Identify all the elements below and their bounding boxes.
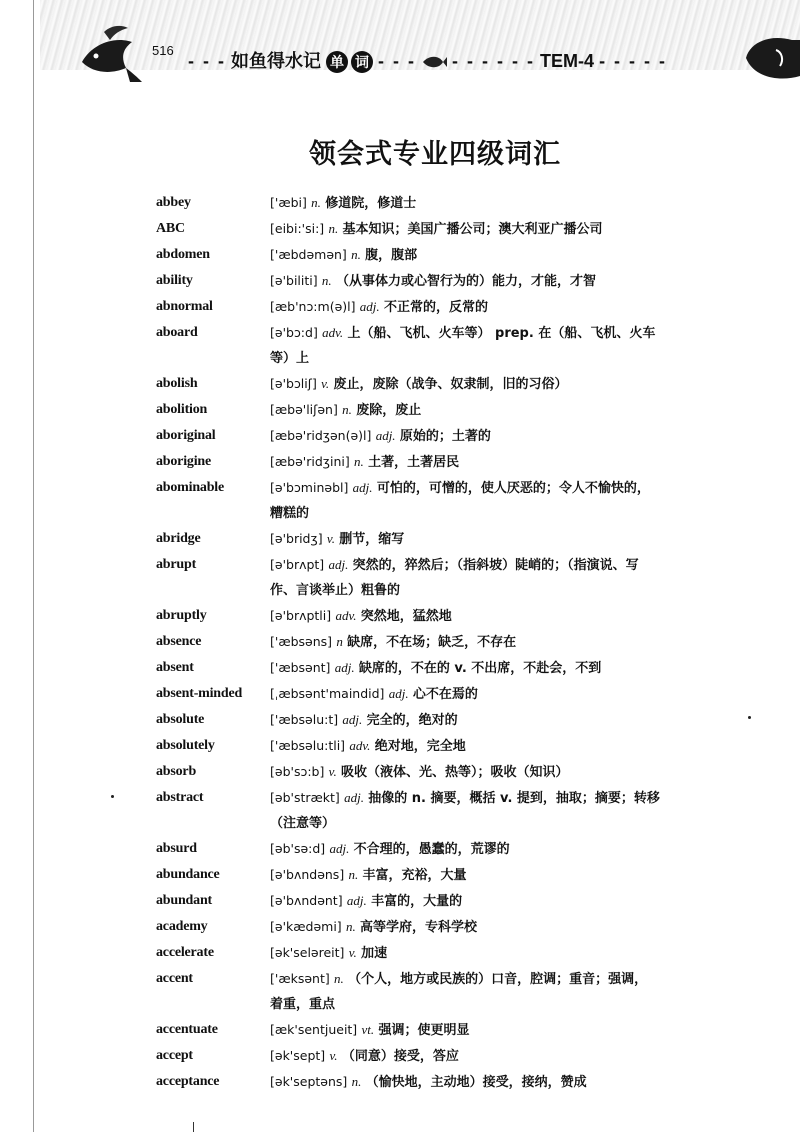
pronunciation: ['æksənt] (270, 971, 330, 986)
vocab-entry (156, 914, 726, 940)
part-of-speech: v. (328, 764, 337, 779)
headword: academy (156, 919, 208, 934)
definition (270, 552, 726, 603)
pronunciation: [æbə'ridʒini] (270, 454, 350, 469)
meaning: 不正常的，反常的 (383, 300, 488, 315)
pronunciation: [əb'sə:d] (270, 841, 326, 856)
meaning: 抽像的 n. 摘要，概括 v. 提到，抽取；摘要；转移 (368, 791, 660, 806)
meaning: 绝对地，完全地 (374, 739, 466, 754)
vocab-entry (156, 603, 726, 629)
meaning: 突然地，猛然地 (360, 609, 452, 624)
pronunciation: [ə'kædəmi] (270, 919, 342, 934)
brand-mark (326, 51, 373, 73)
vocab-entry (156, 449, 726, 475)
part-of-speech: n. (321, 273, 332, 288)
pronunciation: [ə'bɔliʃ] (270, 376, 317, 391)
pronunciation: ['æbsəlu:tli] (270, 738, 346, 753)
definition (270, 397, 726, 423)
meaning: 吸收（液体、光、热等）；吸收（知识） (341, 765, 569, 780)
meaning: 强调；使更明显 (378, 1023, 470, 1038)
meaning: 上（船、飞机、火车等） prep. 在（船、飞机、火车 (347, 326, 656, 341)
headword: absent-minded (156, 686, 243, 701)
headword: acceptance (156, 1074, 220, 1089)
vocab-entry (156, 629, 726, 655)
vocab-entry (156, 862, 726, 888)
headword: abundance (156, 867, 220, 882)
part-of-speech: v. (321, 376, 330, 391)
vocab-entry (156, 1069, 726, 1095)
vocab-entry (156, 1017, 726, 1043)
fish-logo-right-icon (736, 30, 800, 84)
definition (270, 785, 726, 836)
meaning-continued: 着重，重点 (270, 997, 336, 1012)
definition (270, 320, 726, 371)
meaning: 修道院，修道士 (325, 196, 417, 211)
part-of-speech: adj. (328, 557, 349, 572)
vocab-entry (156, 320, 726, 371)
pronunciation: ['æbsəns] (270, 634, 333, 649)
vocab-entry (156, 733, 726, 759)
vocab-entry (156, 216, 726, 242)
meaning: 缺席的，不在的 v. 不出席，不赴会，不到 (358, 661, 602, 676)
vocab-entry (156, 294, 726, 320)
definition (270, 423, 726, 449)
pronunciation: [ək'seləreit] (270, 945, 345, 960)
headword: aboriginal (156, 428, 216, 443)
meaning: 删节，缩写 (339, 532, 405, 547)
part-of-speech: adj. (334, 660, 355, 675)
definition (270, 707, 726, 733)
pronunciation: [ə'brʌptli] (270, 608, 332, 623)
meaning: 突然的，猝然后；（指斜坡）陡峭的；（指演说、写 (352, 558, 639, 573)
definition (270, 268, 726, 294)
part-of-speech: adv. (335, 608, 357, 623)
definition (270, 681, 726, 707)
pronunciation: [eibi:'si:] (270, 221, 325, 236)
pronunciation: [ə'bʌndənt] (270, 893, 343, 908)
part-of-speech: adv. (322, 325, 344, 340)
meaning: 基本知识；美国广播公司；澳大利亚广播公司 (342, 222, 603, 237)
pronunciation: ['æbsənt] (270, 660, 331, 675)
vocab-entry (156, 552, 726, 603)
part-of-speech: adj. (346, 893, 367, 908)
fish-small-icon (421, 54, 447, 70)
definition (270, 733, 726, 759)
part-of-speech: n. (334, 971, 344, 986)
vocab-entry (156, 655, 726, 681)
headword: accept (156, 1048, 193, 1063)
vocab-entry (156, 940, 726, 966)
meaning: 丰富，充裕，大量 (362, 868, 467, 883)
headword: abnormal (156, 299, 213, 314)
headword: abolish (156, 376, 198, 391)
print-speck (748, 716, 751, 719)
meaning: 丰富的，大量的 (371, 894, 463, 909)
pronunciation: [æbə'liʃən] (270, 402, 338, 417)
vocab-entry (156, 681, 726, 707)
definition (270, 1043, 726, 1069)
fish-logo-icon (74, 22, 144, 82)
definition (270, 836, 726, 862)
definition (270, 1069, 726, 1095)
vocab-entry (156, 371, 726, 397)
meaning: 加速 (361, 946, 388, 961)
headword: accentuate (156, 1022, 218, 1037)
headword: absolute (156, 712, 205, 727)
part-of-speech: adj. (359, 299, 380, 314)
pronunciation: [ək'septəns] (270, 1074, 348, 1089)
vocab-entry (156, 966, 726, 1017)
headword: abridge (156, 531, 201, 546)
definition (270, 526, 726, 552)
headword: accent (156, 971, 193, 986)
vocab-entry (156, 190, 726, 216)
part-of-speech: n. (328, 221, 339, 236)
vocabulary-list (156, 190, 726, 1095)
meaning-continued: 糟糕的 (270, 506, 310, 521)
vocab-entry (156, 397, 726, 423)
definition (270, 242, 726, 268)
page-mark (193, 1122, 194, 1132)
definition (270, 216, 726, 242)
pronunciation: [ə'bʌndəns] (270, 867, 345, 882)
part-of-speech: n. (345, 919, 356, 934)
print-speck (111, 795, 114, 798)
part-of-speech: n (336, 634, 343, 649)
part-of-speech: adj. (342, 712, 363, 727)
meaning: （同意）接受，答应 (341, 1049, 459, 1064)
headword: absorb (156, 764, 197, 779)
vocab-entry (156, 423, 726, 449)
pronunciation: [ək'sept] (270, 1048, 326, 1063)
headword: abdomen (156, 247, 210, 262)
meaning: 高等学府，专科学校 (360, 920, 478, 935)
part-of-speech: adj. (329, 841, 350, 856)
meaning: 废除，废止 (356, 403, 422, 418)
definition (270, 371, 726, 397)
meaning: （从事体力或心智行为的）能力，才能，才智 (335, 274, 596, 289)
pronunciation: [ə'bridʒ] (270, 531, 323, 546)
meaning: 心不在焉的 (412, 687, 478, 702)
headword: abruptly (156, 608, 207, 623)
part-of-speech: adj. (352, 480, 373, 495)
headword: absent (156, 660, 194, 675)
headword: abbey (156, 195, 191, 210)
meaning: 不合理的，愚蠢的，荒谬的 (353, 842, 510, 857)
part-of-speech: v. (348, 945, 357, 960)
pronunciation: [əb'strækt] (270, 790, 340, 805)
vocab-entry (156, 268, 726, 294)
headword: abominable (156, 480, 225, 495)
pronunciation: [ə'bɔminəbl] (270, 480, 349, 495)
pronunciation: [ə'bɔ:d] (270, 325, 318, 340)
meaning: （个人，地方或民族的）口音，腔调；重音；强调， (348, 972, 648, 987)
headword: abrupt (156, 557, 197, 572)
pronunciation: [ə'brʌpt] (270, 557, 325, 572)
pronunciation: [æbə'ridʒən(ə)l] (270, 428, 372, 443)
headword: aborigine (156, 454, 211, 469)
part-of-speech: n. (351, 1074, 362, 1089)
part-of-speech: v. (326, 531, 335, 546)
series-title: 如鱼得水记 (231, 51, 321, 71)
part-of-speech: adj. (344, 790, 364, 805)
vocab-entry (156, 707, 726, 733)
meaning-continued: （注意等） (270, 816, 336, 831)
definition (270, 655, 726, 681)
definition (270, 449, 726, 475)
definition (270, 294, 726, 320)
definition (270, 475, 726, 526)
meaning: 可怕的，可憎的，使人厌恶的；令人不愉快的， (376, 481, 650, 496)
definition (270, 888, 726, 914)
brand-char-1: 单 (326, 51, 348, 73)
exam-label: TEM-4 (540, 51, 595, 71)
definition (270, 190, 726, 216)
pronunciation: ['æbsəlu:t] (270, 712, 339, 727)
definition (270, 759, 726, 785)
part-of-speech: adj. (388, 686, 409, 701)
part-of-speech: n. (342, 402, 352, 417)
definition (270, 966, 726, 1017)
part-of-speech: n. (351, 247, 361, 262)
meaning: 原始的；土著的 (399, 429, 491, 444)
meaning-continued: 等）上 (270, 351, 310, 366)
part-of-speech: adj. (375, 428, 396, 443)
headword: abolition (156, 402, 208, 417)
definition (270, 629, 726, 655)
definition (270, 940, 726, 966)
part-of-speech: vt. (361, 1022, 375, 1037)
headword: ability (156, 273, 193, 288)
vocab-entry (156, 242, 726, 268)
headword: absence (156, 634, 202, 649)
meaning-continued: 作、言谈举止）粗鲁的 (270, 583, 401, 598)
part-of-speech: adv. (349, 738, 371, 753)
vocab-entry (156, 526, 726, 552)
pronunciation: [əb'sɔ:b] (270, 764, 325, 779)
part-of-speech: n. (348, 867, 359, 882)
section-title: 领会式专业四级词汇 (309, 139, 561, 170)
headword: abstract (156, 790, 204, 805)
headword: abundant (156, 893, 212, 908)
definition (270, 862, 726, 888)
part-of-speech: v. (329, 1048, 338, 1063)
pronunciation: [æk'sentjueit] (270, 1022, 358, 1037)
meaning: 土著，土著居民 (368, 455, 460, 470)
pronunciation: [æb'nɔ:m(ə)l] (270, 299, 356, 314)
part-of-speech: n. (354, 454, 364, 469)
definition (270, 1017, 726, 1043)
page-number: 516 (152, 43, 174, 58)
part-of-speech: n. (311, 195, 321, 210)
meaning: 缺席，不在场；缺乏，不存在 (347, 635, 517, 650)
pronunciation: ['æbdəmən] (270, 247, 347, 262)
definition (270, 603, 726, 629)
brand-char-2: 词 (351, 51, 373, 73)
headword: absolutely (156, 738, 215, 753)
meaning: 废止，废除（战争、奴隶制，旧的习俗） (333, 377, 568, 392)
meaning: （愉快地，主动地）接受，接纳，赞成 (365, 1075, 587, 1090)
headword: ABC (156, 221, 185, 236)
meaning: 完全的，绝对的 (366, 713, 458, 728)
vocab-entry (156, 888, 726, 914)
vocab-entry (156, 785, 726, 836)
vocab-entry (156, 836, 726, 862)
vocab-entry (156, 1043, 726, 1069)
vocab-entry (156, 475, 726, 526)
headword: aboard (156, 325, 198, 340)
headword: accelerate (156, 945, 214, 960)
pronunciation: ['æbi] (270, 195, 307, 210)
meaning: 腹，腹部 (365, 248, 418, 263)
definition (270, 914, 726, 940)
vocab-entry (156, 759, 726, 785)
pronunciation: [ə'biliti] (270, 273, 318, 288)
running-header: - - - 如鱼得水记 单 词 - - - - - - - - - TEM-4 - - - - - (188, 51, 668, 71)
pronunciation: [ˌæbsənt'maindid] (270, 686, 385, 701)
headword: absurd (156, 841, 197, 856)
